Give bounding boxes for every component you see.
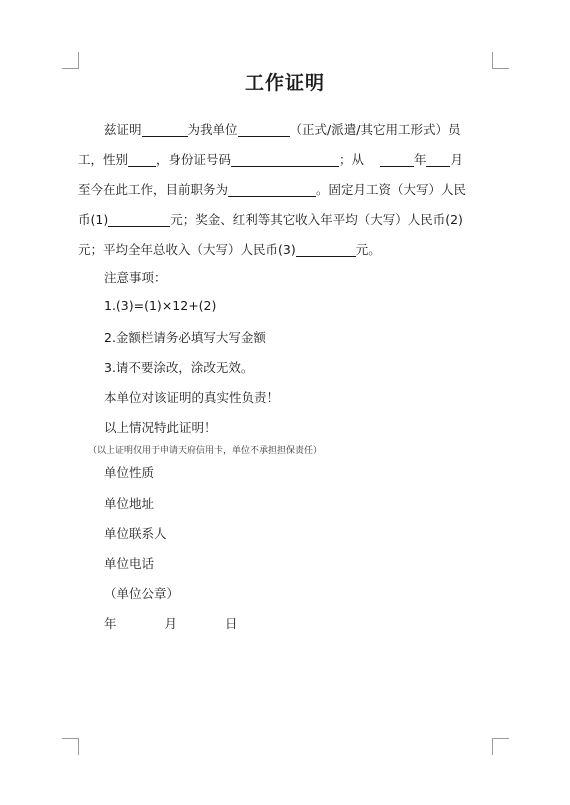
unit-blank[interactable] — [238, 122, 290, 137]
annual-income-blank[interactable] — [296, 242, 356, 257]
document-title: 工作证明 — [244, 72, 325, 94]
notes-heading: 注意事项： — [104, 270, 167, 285]
note-item: 3.请不要涂改，涂改无效。 — [104, 360, 254, 375]
note-item: 1.(3)=(1)×12+(2) — [104, 298, 217, 313]
id-number-blank[interactable] — [231, 152, 339, 167]
closing-statement: 以上情况特此证明！ — [104, 420, 217, 435]
text-segment: 为我单位 — [187, 122, 238, 137]
field-unit-nature: 单位性质 — [104, 465, 155, 480]
crop-mark-top-right — [492, 52, 509, 69]
text-segment: 币(1) — [78, 212, 109, 227]
text-segment: 元；奖金、红利等其它收入年平均（大写）人民币(2) — [170, 212, 463, 227]
gender-blank[interactable] — [128, 152, 156, 167]
field-unit-phone: 单位电话 — [104, 556, 155, 571]
paragraph-line-3 — [78, 177, 494, 207]
responsibility-statement: 本单位对该证明的真实性负责！ — [104, 390, 280, 405]
text-segment: （正式/派遣/其它用工形式）员 — [289, 122, 461, 137]
certificate-paragraph — [78, 117, 494, 267]
crop-mark-top-left — [62, 52, 79, 69]
date-line — [104, 614, 237, 632]
date-day: 日 — [224, 616, 238, 631]
date-year: 年 — [104, 616, 117, 631]
date-month: 月 — [164, 616, 177, 631]
name-blank[interactable] — [142, 122, 188, 137]
year-blank[interactable] — [380, 152, 414, 167]
text-segment: 。固定月工资（大写）人民 — [316, 182, 467, 197]
month-blank[interactable] — [426, 152, 450, 167]
text-segment: 月 — [450, 152, 463, 167]
text-segment: 兹证明 — [104, 122, 142, 137]
field-unit-address: 单位地址 — [104, 496, 155, 511]
position-blank[interactable] — [228, 182, 316, 197]
usage-footnote: （以上证明仅用于申请天府信用卡，单位不承担担保责任） — [88, 446, 323, 456]
text-segment: 至今在此工作，目前职务为 — [78, 182, 229, 197]
paragraph-line-2 — [78, 147, 494, 177]
note-item: 2.金额栏请务必填写大写金额 — [104, 330, 266, 345]
text-segment: 元；平均全年总收入（大写）人民币(3) — [78, 242, 296, 257]
text-segment: 元。 — [355, 242, 381, 257]
crop-mark-bottom-right — [492, 738, 509, 755]
field-unit-contact: 单位联系人 — [104, 526, 167, 541]
monthly-salary-blank[interactable] — [108, 212, 170, 227]
text-segment: ，身份证号码 — [156, 152, 232, 167]
unit-seal-label: （单位公章） — [104, 586, 180, 601]
text-segment: ；从 — [339, 152, 365, 167]
text-segment: 年 — [413, 152, 427, 167]
paragraph-line-4 — [78, 207, 494, 237]
crop-mark-bottom-left — [62, 738, 79, 755]
paragraph-line-5 — [78, 237, 494, 267]
paragraph-line-1 — [78, 117, 494, 147]
text-segment: 工，性别 — [78, 152, 129, 167]
